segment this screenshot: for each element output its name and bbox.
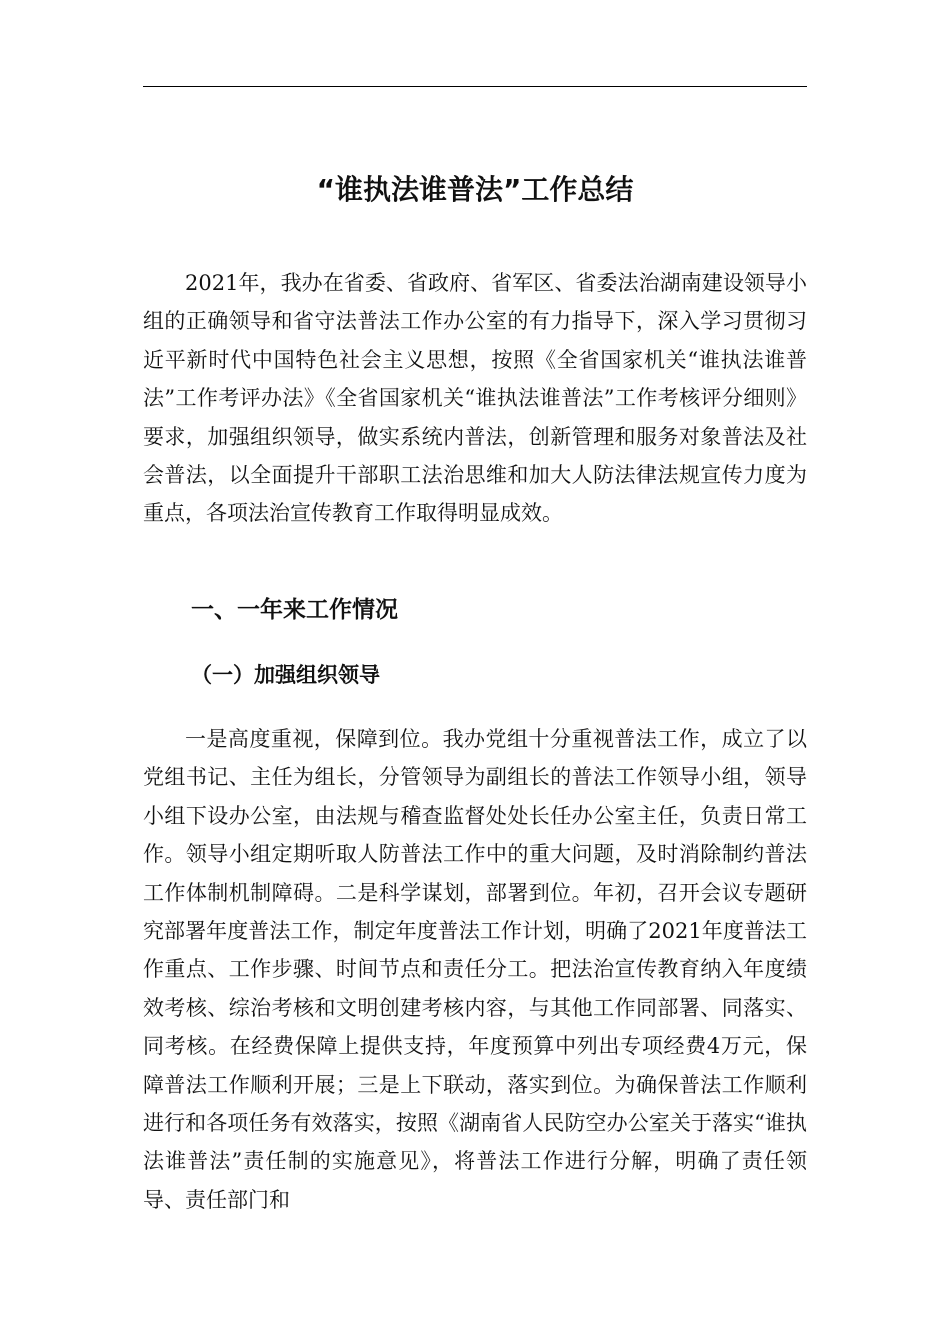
intro-paragraph: 2021年，我办在省委、省政府、省军区、省委法治湖南建设领导小组的正确领导和省守法普法工作办公室的有力指导下，深入学习贯彻习近平新时代中国特色社会主义思想，按照《全省国家机关“谁执法谁普法”工作考评办法》《全省国家机关“谁执法谁普法”工作考核评分细则》要求，加强组织领导，做实系统内普法，创新管理和服务对象普法及社会普法，以全面提升干部职工法治思维和加大人防法律法规宣传力度为重点，各项法治宣传教育工作取得明显成效。 — [143, 271, 807, 526]
document-title: “谁执法谁普法”工作总结 — [316, 173, 634, 206]
section-heading: 一、一年来工作情况 — [191, 597, 398, 623]
body-paragraph: 一是高度重视，保障到位。我办党组十分重视普法工作，成立了以党组书记、主任为组长，分管领导为副组长的普法工作领导小组，领导小组下设办公室，由法规与稽查监督处处长任办公室主任，负责日常工作。领导小组定期听取人防普法工作中的重大问题，及时消除制约普法工作体制机制障碍。二是科学谋划，部署到位。年初，召开会议专题研究部署年度普法工作，制定年度普法工作计划，明确了2021年度普法工作重点、工作步骤、时间节点和责任分工。把法治宣传教育纳入年度绩效考核、综治考核和文明创建考核内容，与其他工作同部署、同落实、同考核。在经费保障上提供支持，年度预算中列出专项经费4万元，保障普法工作顺利开展；三是上下联动，落实到位。为确保普法工作顺利进行和各项任务有效落实，按照《湖南省人民防空办公室关于落实“谁执法谁普法”责任制的实施意见》，将普法工作进行分解，明确了责任领导、责任部门和 — [143, 727, 807, 1212]
subsection-heading: （一）加强组织领导 — [191, 662, 380, 687]
header-rule — [143, 86, 807, 87]
